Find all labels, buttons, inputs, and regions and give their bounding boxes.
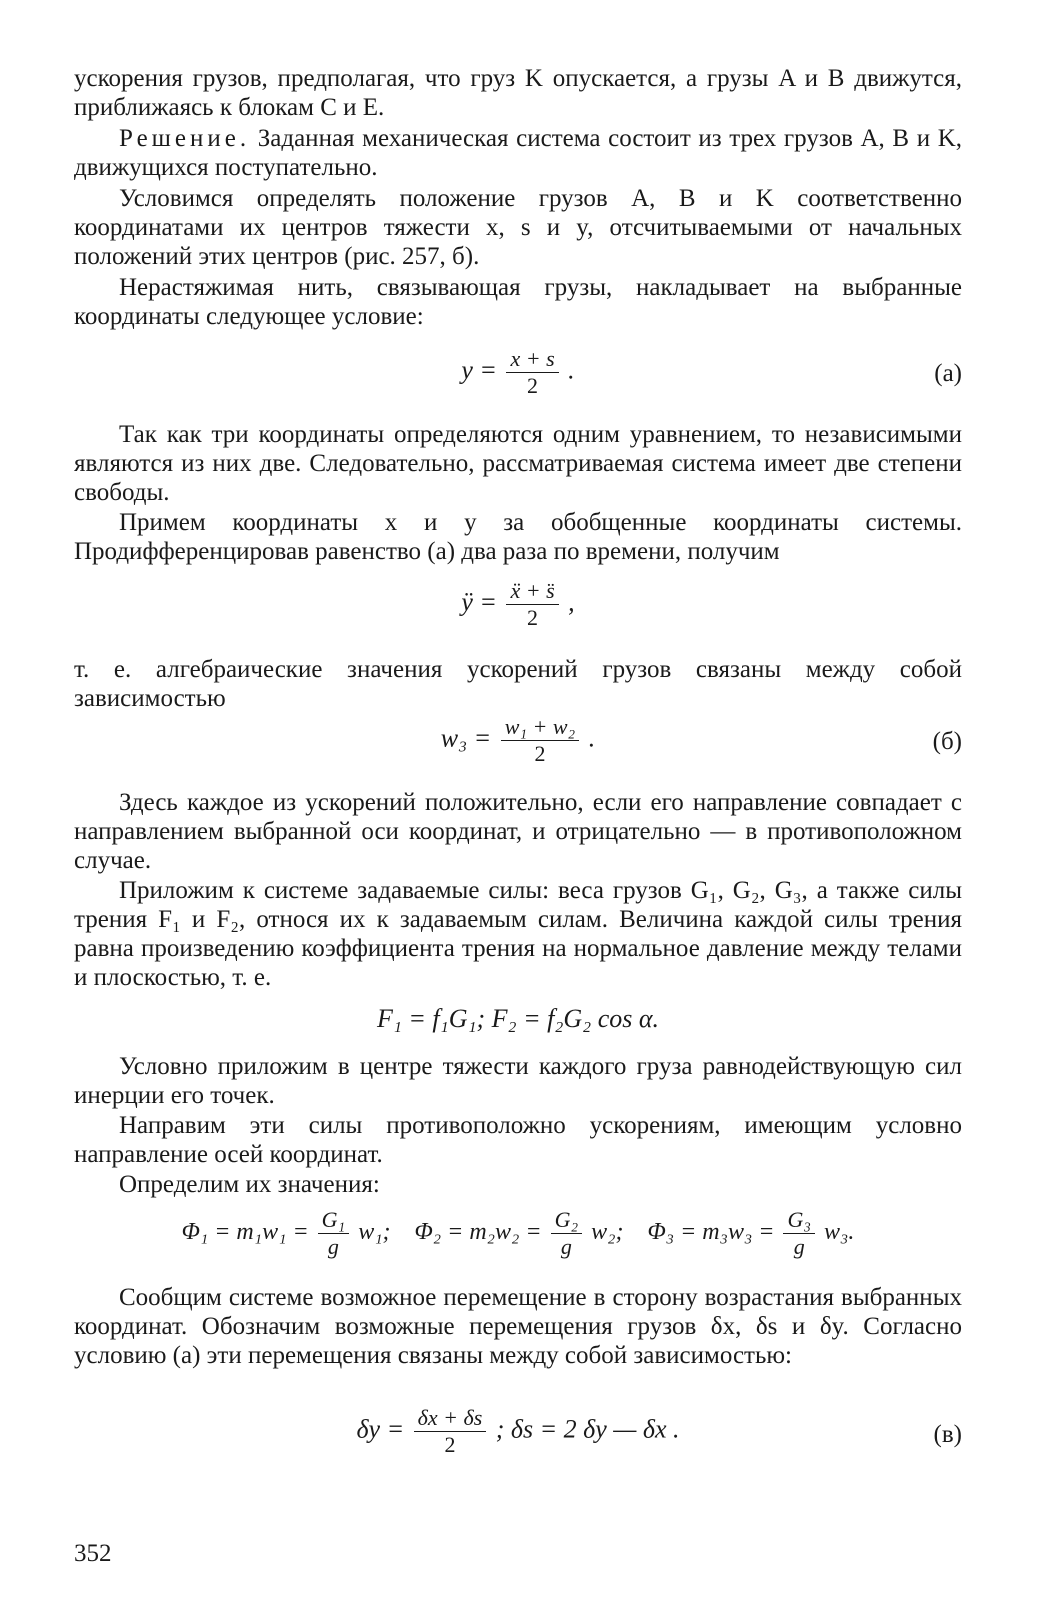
paragraph-degrees-of-freedom: Так как три координаты определяются одним уравнением, то независимыми являются из них две. Следовательно, рассматриваемая система имеет две степени свободы. [74,421,962,506]
inertia2-lhs: Φ₂ = m₂w₂ = [414,1219,542,1246]
equation-ddot-tail: , [568,587,575,617]
paragraph-applied-forces: Приложим к системе задаваемые силы: веса грузов G₁, G₂, G₃, а также силы трения F₁ и F₂, относя их к задаваемым силам. Величина каждой силы трения равна произведению коэффициента трения на нормальное давление между телами и плоскостью, т. е. [74,877,962,991]
paragraph-sign-rule: Здесь каждое из ускорений положительно, если его направление совпадает с направлением выбранной оси координат, и отрицательно — в противоположном случае. [74,789,962,874]
paragraph-solution [74,124,962,182]
equation-b-numerator: w₁ + w₂ [501,714,580,741]
equation-b-fraction [501,714,580,767]
equation-b-denominator: 2 [534,741,546,766]
paragraph-inertia-direction: Направим эти силы противоположно ускорениям, имеющим условно направление осей координат. [74,1112,962,1168]
equation-a-tail: . [568,355,575,385]
equation-b [74,714,962,766]
equation-a [74,346,962,398]
inertia1-denominator: g [327,1234,339,1259]
equation-ddot-lhs: ÿ = [461,587,497,617]
inertia3-tail: w₃. [824,1219,855,1246]
equation-a-fraction [506,346,558,399]
equation-inertia-forces [74,1207,962,1267]
equation-b-lhs: w₃ = [440,723,492,753]
equation-friction [74,998,962,1050]
equation-c-numerator: δx + δs [414,1405,487,1432]
equation-ddot-numerator: ẍ + s̈ [506,578,558,605]
equation-a-numerator: x + s [506,346,558,373]
inertia1-tail: w₁; [358,1219,391,1246]
paragraph-values: Определим их значения: [119,1171,380,1198]
equation-second-derivative [74,578,962,630]
paragraph-continuation: ускорения грузов, предполагая, что груз K опускается, а грузы A и B движутся, приближаясь к блокам C и E. [74,65,962,121]
equation-b-label: (б) [932,728,962,755]
solution-text: Заданная механическая система состоит из трех грузов A, B и K, движущихся поступательно. [74,125,963,181]
paragraph-inertia-resultant: Условно приложим в центре тяжести каждого груза равнодействующую сил инерции его точек. [74,1053,962,1109]
paragraph-virtual-displacement: Сообщим системе возможное перемещение в сторону возрастания выбранных координат. Обозначим возможные перемещения грузов δx, δs и δy. Согласно условию (а) эти перемещения связаны между собой зависимостью: [74,1284,962,1369]
equation-c [74,1405,962,1465]
equation-a-lhs: y = [461,355,497,385]
inertia2-tail: w₂; [591,1219,624,1246]
equation-friction-text: F₁ = f₁G₁; F₂ = f₂G₂ cos α. [376,1004,660,1033]
equation-c-tail: ; δs = 2 δy — δx . [495,1414,680,1444]
solution-heading: Решение. [119,125,251,152]
paragraph-constraint: Нерастяжимая нить, связывающая грузы, накладывает на выбранные координаты следующее условие: [74,274,962,330]
inertia3-numerator: G₃ [783,1207,815,1234]
equation-a-label: (а) [934,360,962,387]
inertia1-numerator: G₁ [318,1207,350,1234]
paragraph-accelerations: т. е. алгебраические значения ускорений грузов связаны между собой зависимостью [74,656,962,712]
inertia3-lhs: Φ₃ = m₃w₃ = [647,1219,775,1246]
equation-ddot-denominator: 2 [527,605,539,630]
equation-c-label: (в) [933,1421,962,1448]
inertia1-fraction [318,1207,350,1260]
inertia2-numerator: G₂ [551,1207,583,1234]
inertia1-lhs: Φ₁ = m₁w₁ = [181,1219,309,1246]
inertia2-fraction [551,1207,583,1260]
equation-a-denominator: 2 [527,373,539,398]
equation-ddot-fraction [506,578,558,631]
equation-c-fraction [414,1405,487,1458]
inertia3-denominator: g [793,1234,805,1259]
inertia2-denominator: g [560,1234,572,1259]
equation-c-denominator: 2 [444,1432,456,1457]
equation-c-lhs: δy = [356,1414,405,1444]
paragraph-generalized: Примем координаты x и y за обобщенные координаты системы. Продифференцировав равенство (а) два раза по времени, получим [74,509,962,565]
paragraph-coordinates: Условимся определять положение грузов A, B и K соответственно координатами их центров тяжести x, s и y, отсчитываемыми от начальных положений этих центров (рис. 257, б). [74,185,962,270]
inertia3-fraction [783,1207,815,1260]
equation-b-tail: . [588,723,596,753]
page-number: 352 [74,1540,112,1567]
